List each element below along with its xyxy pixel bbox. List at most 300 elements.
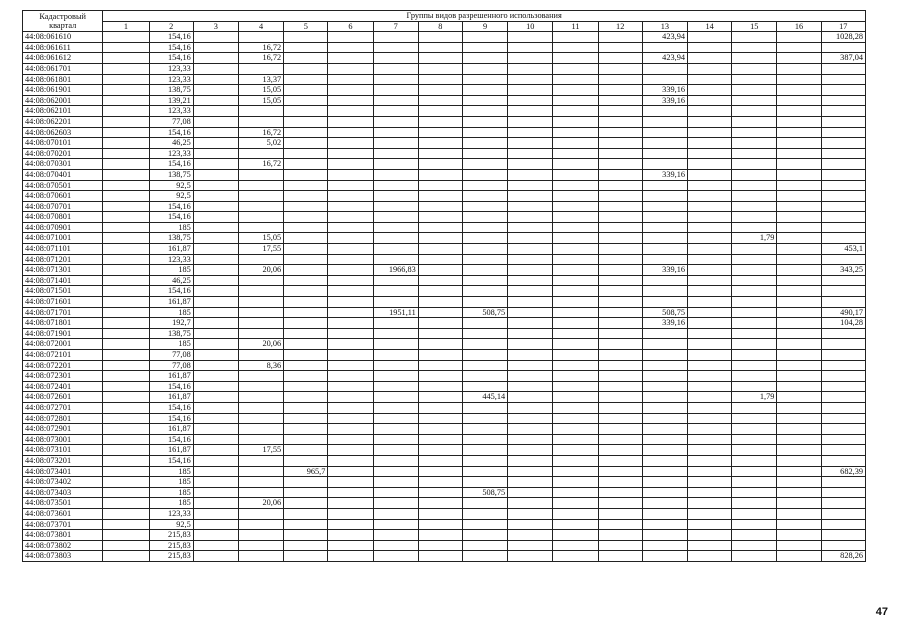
- cadastral-code: 44:08:073501: [23, 498, 103, 509]
- table-row: [23, 487, 866, 498]
- value-cell-col13: [642, 487, 687, 498]
- value-cell-col8: [418, 53, 462, 64]
- value-cell-col14: [688, 116, 732, 127]
- value-cell-col6: [328, 53, 373, 64]
- value-cell-col5: [284, 74, 328, 85]
- value-cell-col10: [508, 540, 553, 551]
- value-cell-col2: 77,08: [149, 350, 193, 361]
- value-cell-col13: [642, 275, 687, 286]
- value-cell-col11: [553, 381, 598, 392]
- table-row: [23, 148, 866, 159]
- header-row-groups: [23, 11, 866, 22]
- value-cell-col3: [193, 116, 238, 127]
- value-cell-col17: [821, 540, 865, 551]
- value-cell-col6: [328, 127, 373, 138]
- value-cell-col7: [373, 424, 418, 435]
- value-cell-col7: [373, 42, 418, 53]
- value-cell-col7: [373, 455, 418, 466]
- value-cell-col5: [284, 350, 328, 361]
- value-cell-col15: [732, 244, 777, 255]
- value-cell-col9: [462, 85, 507, 96]
- table-row: [23, 508, 866, 519]
- value-cell-col7: [373, 159, 418, 170]
- table-row: [23, 498, 866, 509]
- value-cell-col6: [328, 392, 373, 403]
- value-cell-col13: [642, 350, 687, 361]
- value-cell-col17: [821, 477, 865, 488]
- value-cell-col9: [462, 244, 507, 255]
- table-row: [23, 159, 866, 170]
- value-cell-col15: 1,79: [732, 233, 777, 244]
- value-cell-col7: [373, 530, 418, 541]
- value-cell-col7: [373, 445, 418, 456]
- value-cell-col13: [642, 201, 687, 212]
- value-cell-col6: [328, 222, 373, 233]
- value-cell-col8: [418, 148, 462, 159]
- value-cell-col12: [598, 445, 642, 456]
- value-cell-col4: [238, 63, 283, 74]
- value-cell-col12: [598, 180, 642, 191]
- value-cell-col8: [418, 95, 462, 106]
- value-cell-col1: [103, 487, 149, 498]
- value-cell-col8: [418, 392, 462, 403]
- value-cell-col13: 339,16: [642, 85, 687, 96]
- value-cell-col14: [688, 222, 732, 233]
- table-row: [23, 297, 866, 308]
- value-cell-col14: [688, 191, 732, 202]
- value-cell-col15: [732, 275, 777, 286]
- value-cell-col16: [777, 360, 821, 371]
- value-cell-col17: [821, 286, 865, 297]
- table-row: [23, 63, 866, 74]
- value-cell-col14: [688, 339, 732, 350]
- value-cell-col2: 185: [149, 466, 193, 477]
- value-cell-col14: [688, 85, 732, 96]
- value-cell-col11: [553, 328, 598, 339]
- value-cell-col14: [688, 180, 732, 191]
- value-cell-col15: [732, 455, 777, 466]
- cadastral-code: 44:08:071301: [23, 265, 103, 276]
- value-cell-col10: [508, 127, 553, 138]
- value-cell-col11: [553, 519, 598, 530]
- value-cell-col5: [284, 413, 328, 424]
- value-cell-col14: [688, 360, 732, 371]
- column-number-14: 14: [688, 21, 732, 32]
- value-cell-col6: [328, 74, 373, 85]
- value-cell-col13: [642, 466, 687, 477]
- value-cell-col10: [508, 106, 553, 117]
- value-cell-col16: [777, 339, 821, 350]
- value-cell-col1: [103, 42, 149, 53]
- value-cell-col11: [553, 275, 598, 286]
- value-cell-col17: [821, 508, 865, 519]
- value-cell-col2: 123,33: [149, 508, 193, 519]
- value-cell-col15: [732, 191, 777, 202]
- value-cell-col1: [103, 519, 149, 530]
- value-cell-col3: [193, 244, 238, 255]
- value-cell-col10: [508, 297, 553, 308]
- value-cell-col1: [103, 127, 149, 138]
- value-cell-col3: [193, 318, 238, 329]
- value-cell-col14: [688, 487, 732, 498]
- value-cell-col7: [373, 371, 418, 382]
- value-cell-col5: [284, 402, 328, 413]
- value-cell-col15: [732, 254, 777, 265]
- value-cell-col1: [103, 275, 149, 286]
- value-cell-col7: [373, 191, 418, 202]
- cadastral-code: 44:08:072901: [23, 424, 103, 435]
- value-cell-col6: [328, 519, 373, 530]
- table-row: [23, 95, 866, 106]
- value-cell-col17: [821, 402, 865, 413]
- value-cell-col1: [103, 138, 149, 149]
- value-cell-col17: [821, 519, 865, 530]
- value-cell-col9: [462, 477, 507, 488]
- value-cell-col6: [328, 212, 373, 223]
- value-cell-col4: [238, 328, 283, 339]
- cadastral-code: 44:08:062603: [23, 127, 103, 138]
- value-cell-col6: [328, 254, 373, 265]
- value-cell-col9: [462, 413, 507, 424]
- value-cell-col5: [284, 434, 328, 445]
- value-cell-col8: [418, 63, 462, 74]
- value-cell-col17: [821, 254, 865, 265]
- value-cell-col13: [642, 191, 687, 202]
- value-cell-col15: [732, 180, 777, 191]
- value-cell-col15: [732, 85, 777, 96]
- value-cell-col3: [193, 540, 238, 551]
- value-cell-col7: [373, 148, 418, 159]
- value-cell-col7: [373, 106, 418, 117]
- value-cell-col5: [284, 244, 328, 255]
- cadastral-code: 44:08:061701: [23, 63, 103, 74]
- value-cell-col13: 339,16: [642, 265, 687, 276]
- value-cell-col13: [642, 42, 687, 53]
- value-cell-col5: [284, 392, 328, 403]
- cadastral-code: 44:08:070201: [23, 148, 103, 159]
- value-cell-col10: [508, 265, 553, 276]
- value-cell-col10: [508, 551, 553, 562]
- value-cell-col2: 154,16: [149, 53, 193, 64]
- value-cell-col7: [373, 180, 418, 191]
- value-cell-col15: [732, 159, 777, 170]
- value-cell-col7: [373, 519, 418, 530]
- value-cell-col13: [642, 498, 687, 509]
- value-cell-col6: [328, 381, 373, 392]
- value-cell-col6: [328, 477, 373, 488]
- value-cell-col17: [821, 74, 865, 85]
- value-cell-col6: [328, 297, 373, 308]
- value-cell-col2: 123,33: [149, 63, 193, 74]
- value-cell-col16: [777, 222, 821, 233]
- table-row: [23, 519, 866, 530]
- value-cell-col10: [508, 169, 553, 180]
- value-cell-col16: [777, 307, 821, 318]
- value-cell-col14: [688, 434, 732, 445]
- value-cell-col1: [103, 222, 149, 233]
- value-cell-col7: [373, 286, 418, 297]
- value-cell-col15: [732, 530, 777, 541]
- value-cell-col7: [373, 328, 418, 339]
- value-cell-col2: 92,5: [149, 519, 193, 530]
- value-cell-col9: [462, 159, 507, 170]
- value-cell-col3: [193, 477, 238, 488]
- value-cell-col3: [193, 95, 238, 106]
- value-cell-col2: 154,16: [149, 413, 193, 424]
- value-cell-col17: [821, 371, 865, 382]
- value-cell-col3: [193, 519, 238, 530]
- value-cell-col5: [284, 85, 328, 96]
- value-cell-col12: [598, 487, 642, 498]
- table-row: [23, 307, 866, 318]
- value-cell-col8: [418, 127, 462, 138]
- value-cell-col2: 123,33: [149, 106, 193, 117]
- value-cell-col4: 15,05: [238, 85, 283, 96]
- table-body: [23, 32, 866, 562]
- table-row: [23, 540, 866, 551]
- value-cell-col6: [328, 159, 373, 170]
- value-cell-col4: [238, 222, 283, 233]
- value-cell-col16: [777, 508, 821, 519]
- value-cell-col3: [193, 148, 238, 159]
- value-cell-col14: [688, 328, 732, 339]
- value-cell-col5: [284, 254, 328, 265]
- value-cell-col15: [732, 307, 777, 318]
- value-cell-col4: [238, 477, 283, 488]
- value-cell-col2: 154,16: [149, 201, 193, 212]
- value-cell-col12: [598, 254, 642, 265]
- value-cell-col16: [777, 265, 821, 276]
- value-cell-col10: [508, 244, 553, 255]
- value-cell-col3: [193, 169, 238, 180]
- value-cell-col10: [508, 371, 553, 382]
- value-cell-col16: [777, 106, 821, 117]
- value-cell-col1: [103, 180, 149, 191]
- value-cell-col13: [642, 106, 687, 117]
- value-cell-col5: [284, 508, 328, 519]
- value-cell-col5: [284, 138, 328, 149]
- value-cell-col9: [462, 116, 507, 127]
- value-cell-col1: [103, 85, 149, 96]
- cadastral-code: 44:08:073401: [23, 466, 103, 477]
- value-cell-col10: [508, 318, 553, 329]
- value-cell-col12: [598, 95, 642, 106]
- value-cell-col6: [328, 201, 373, 212]
- value-cell-col13: [642, 402, 687, 413]
- value-cell-col12: [598, 402, 642, 413]
- value-cell-col1: [103, 254, 149, 265]
- value-cell-col3: [193, 85, 238, 96]
- value-cell-col15: [732, 445, 777, 456]
- value-cell-col6: [328, 32, 373, 43]
- value-cell-col12: [598, 116, 642, 127]
- value-cell-col15: [732, 519, 777, 530]
- value-cell-col4: [238, 508, 283, 519]
- value-cell-col3: [193, 381, 238, 392]
- value-cell-col17: 387,04: [821, 53, 865, 64]
- column-number-7: 7: [373, 21, 418, 32]
- value-cell-col3: [193, 498, 238, 509]
- value-cell-col16: [777, 191, 821, 202]
- value-cell-col7: [373, 339, 418, 350]
- value-cell-col7: 1966,83: [373, 265, 418, 276]
- value-cell-col16: [777, 530, 821, 541]
- value-cell-col5: [284, 180, 328, 191]
- value-cell-col8: [418, 191, 462, 202]
- value-cell-col17: 1028,28: [821, 32, 865, 43]
- value-cell-col13: [642, 445, 687, 456]
- cadastral-code: 44:08:071101: [23, 244, 103, 255]
- value-cell-col16: [777, 498, 821, 509]
- value-cell-col9: [462, 360, 507, 371]
- value-cell-col14: [688, 275, 732, 286]
- value-cell-col8: [418, 286, 462, 297]
- value-cell-col3: [193, 222, 238, 233]
- value-cell-col6: [328, 233, 373, 244]
- value-cell-col10: [508, 455, 553, 466]
- value-cell-col16: [777, 466, 821, 477]
- value-cell-col16: [777, 445, 821, 456]
- value-cell-col9: [462, 318, 507, 329]
- value-cell-col12: [598, 381, 642, 392]
- value-cell-col15: [732, 116, 777, 127]
- cadastral-code: 44:08:062201: [23, 116, 103, 127]
- value-cell-col2: 185: [149, 339, 193, 350]
- value-cell-col16: [777, 477, 821, 488]
- value-cell-col8: [418, 74, 462, 85]
- value-cell-col14: [688, 42, 732, 53]
- value-cell-col11: [553, 392, 598, 403]
- value-cell-col6: [328, 530, 373, 541]
- value-cell-col8: [418, 85, 462, 96]
- value-cell-col2: 154,16: [149, 381, 193, 392]
- value-cell-col1: [103, 530, 149, 541]
- value-cell-col5: [284, 32, 328, 43]
- value-cell-col7: [373, 254, 418, 265]
- value-cell-col15: [732, 328, 777, 339]
- value-cell-col5: [284, 551, 328, 562]
- column-number-1: 1: [103, 21, 149, 32]
- value-cell-col3: [193, 74, 238, 85]
- table-row: [23, 244, 866, 255]
- value-cell-col14: [688, 53, 732, 64]
- value-cell-col15: [732, 222, 777, 233]
- value-cell-col1: [103, 371, 149, 382]
- value-cell-col17: 453,1: [821, 244, 865, 255]
- value-cell-col13: [642, 212, 687, 223]
- value-cell-col16: [777, 148, 821, 159]
- value-cell-col12: [598, 350, 642, 361]
- value-cell-col10: [508, 434, 553, 445]
- value-cell-col11: [553, 244, 598, 255]
- table-row: [23, 392, 866, 403]
- value-cell-col1: [103, 116, 149, 127]
- value-cell-col14: [688, 551, 732, 562]
- value-cell-col17: [821, 445, 865, 456]
- value-cell-col3: [193, 212, 238, 223]
- value-cell-col9: [462, 350, 507, 361]
- value-cell-col7: [373, 212, 418, 223]
- value-cell-col3: [193, 127, 238, 138]
- value-cell-col5: [284, 63, 328, 74]
- value-cell-col13: [642, 455, 687, 466]
- value-cell-col5: [284, 286, 328, 297]
- cadastral-code: 44:08:071701: [23, 307, 103, 318]
- column-number-15: 15: [732, 21, 777, 32]
- value-cell-col1: [103, 233, 149, 244]
- value-cell-col11: [553, 32, 598, 43]
- value-cell-col1: [103, 244, 149, 255]
- column-number-9: 9: [462, 21, 507, 32]
- value-cell-col4: [238, 32, 283, 43]
- value-cell-col4: [238, 402, 283, 413]
- value-cell-col2: 185: [149, 477, 193, 488]
- cadastral-code: 44:08:061611: [23, 42, 103, 53]
- value-cell-col8: [418, 169, 462, 180]
- value-cell-col12: [598, 275, 642, 286]
- value-cell-col10: [508, 530, 553, 541]
- value-cell-col8: [418, 424, 462, 435]
- value-cell-col4: [238, 116, 283, 127]
- value-cell-col14: [688, 74, 732, 85]
- value-cell-col7: [373, 360, 418, 371]
- value-cell-col3: [193, 339, 238, 350]
- value-cell-col8: [418, 466, 462, 477]
- value-cell-col17: 490,17: [821, 307, 865, 318]
- value-cell-col14: [688, 508, 732, 519]
- value-cell-col9: [462, 233, 507, 244]
- table-row: [23, 201, 866, 212]
- value-cell-col8: [418, 328, 462, 339]
- value-cell-col4: [238, 275, 283, 286]
- value-cell-col15: [732, 551, 777, 562]
- value-cell-col11: [553, 63, 598, 74]
- value-cell-col3: [193, 286, 238, 297]
- value-cell-col6: [328, 328, 373, 339]
- value-cell-col3: [193, 265, 238, 276]
- table-row: [23, 328, 866, 339]
- value-cell-col2: 139,21: [149, 95, 193, 106]
- value-cell-col3: [193, 201, 238, 212]
- value-cell-col15: [732, 498, 777, 509]
- value-cell-col15: [732, 424, 777, 435]
- value-cell-col8: [418, 508, 462, 519]
- value-cell-col6: [328, 63, 373, 74]
- value-cell-col10: [508, 63, 553, 74]
- value-cell-col10: [508, 498, 553, 509]
- column-number-17: 17: [821, 21, 865, 32]
- table-row: [23, 222, 866, 233]
- value-cell-col11: [553, 466, 598, 477]
- value-cell-col7: [373, 350, 418, 361]
- value-cell-col2: 77,08: [149, 360, 193, 371]
- value-cell-col9: [462, 402, 507, 413]
- value-cell-col16: [777, 318, 821, 329]
- value-cell-col9: [462, 466, 507, 477]
- value-cell-col16: [777, 201, 821, 212]
- value-cell-col1: [103, 455, 149, 466]
- value-cell-col17: [821, 275, 865, 286]
- value-cell-col2: 161,87: [149, 244, 193, 255]
- value-cell-col12: [598, 477, 642, 488]
- value-cell-col6: [328, 169, 373, 180]
- value-cell-col5: [284, 477, 328, 488]
- value-cell-col14: [688, 424, 732, 435]
- value-cell-col1: [103, 169, 149, 180]
- value-cell-col14: [688, 106, 732, 117]
- value-cell-col14: [688, 477, 732, 488]
- value-cell-col8: [418, 138, 462, 149]
